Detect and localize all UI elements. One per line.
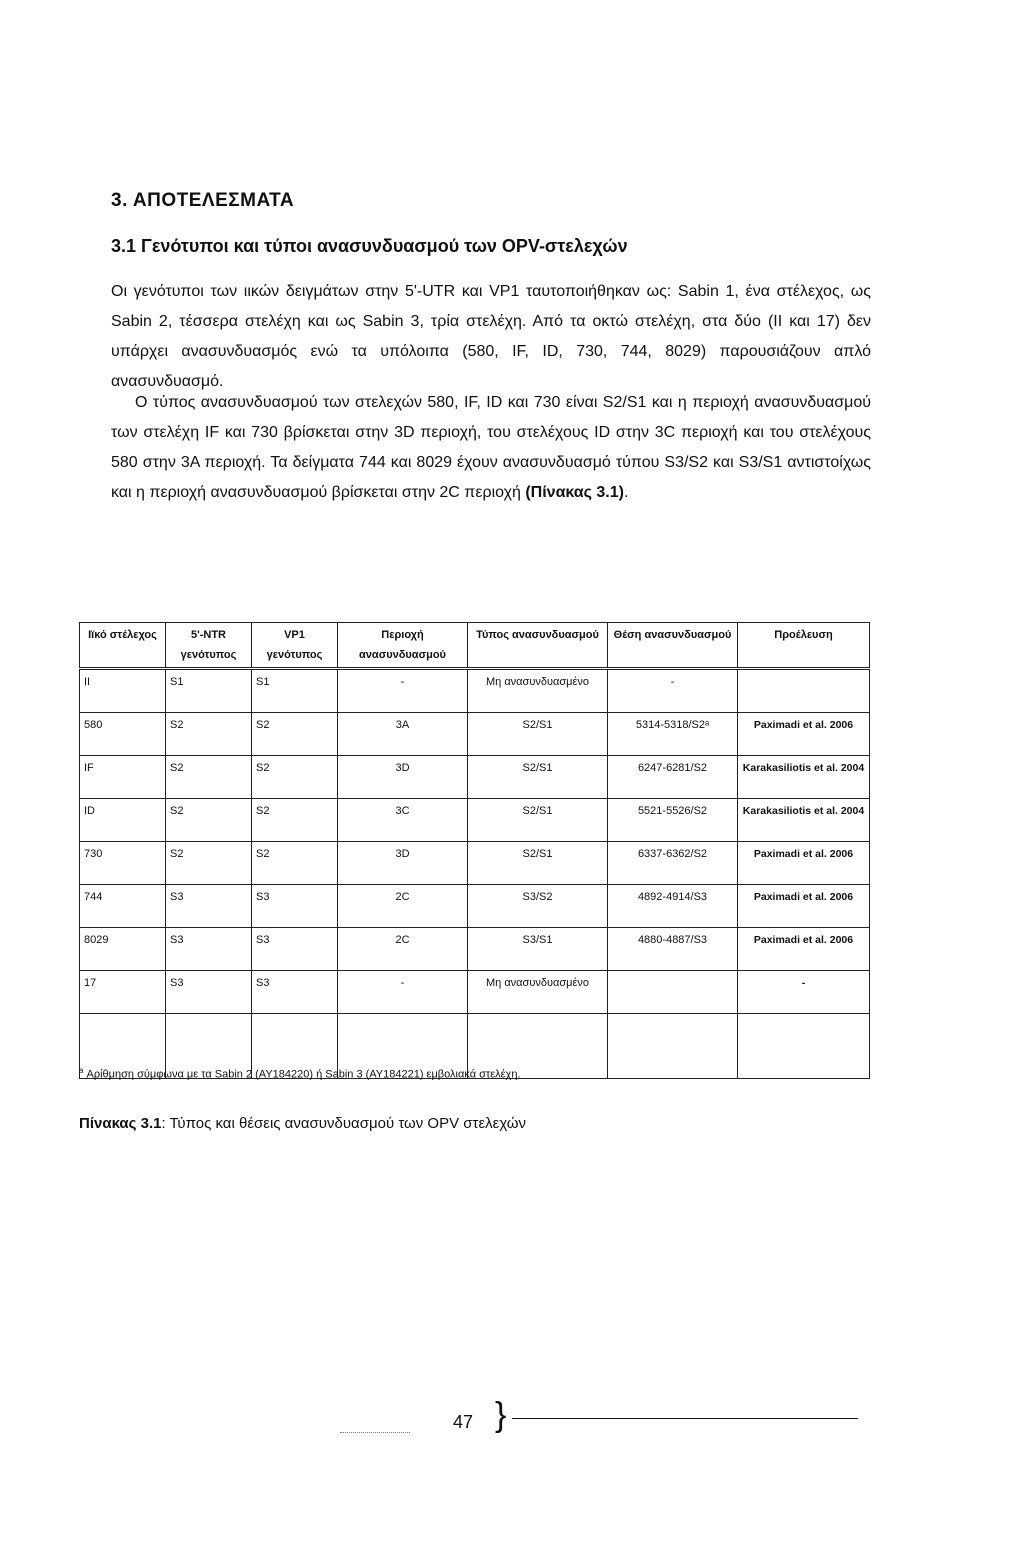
table-cell: IF — [80, 756, 166, 799]
table-cell: S2 — [252, 713, 338, 756]
table-cell: S3 — [252, 928, 338, 971]
table-cell-empty — [738, 1014, 870, 1079]
table-body — [80, 669, 870, 1079]
footnote-text: Αρίθμηση σύμφωνα με τα Sabin 2 (AY184220) ή Sabin 3 (AY184221) εμβολιακά στελέχη. — [83, 1068, 521, 1081]
header-strain: Ιϊκό στέλεχος — [80, 623, 166, 669]
table-cell: Paximadi et al. 2006 — [738, 842, 870, 885]
table-header-row — [80, 623, 870, 669]
header-recombination-region: Περιοχή ανασυνδυασμού — [338, 623, 468, 669]
header-origin: Προέλευση — [738, 623, 870, 669]
table-row — [80, 885, 870, 928]
table-cell: 8029 — [80, 928, 166, 971]
table-cell: Μη ανασυνδυασμένο — [468, 669, 608, 713]
table-cell: S2/S1 — [468, 799, 608, 842]
table-cell: Paximadi et al. 2006 — [738, 713, 870, 756]
table-cell: 3D — [338, 842, 468, 885]
table-cell: 17 — [80, 971, 166, 1014]
subsection-heading: 3.1 Γενότυποι και τύποι ανασυνδυασμού των OPV-στελεχών — [111, 236, 628, 256]
table-cell: - — [338, 669, 468, 713]
table-cell: Paximadi et al. 2006 — [738, 885, 870, 928]
table-cell: - — [338, 971, 468, 1014]
table-caption — [79, 1115, 526, 1132]
table-cell: S3/S2 — [468, 885, 608, 928]
table-cell: S2 — [166, 842, 252, 885]
header-5ntr-genotype: 5'-NTR γενότυπος — [166, 623, 252, 669]
table-row — [80, 971, 870, 1014]
caption-text: : Τύπος και θέσεις ανασυνδυασμού των OPV στελεχών — [161, 1115, 526, 1132]
table-row — [80, 928, 870, 971]
table-cell: 4892-4914/S3 — [608, 885, 738, 928]
table-cell: S2 — [252, 799, 338, 842]
footer-dotted-line — [340, 1432, 410, 1433]
table-cell — [738, 669, 870, 713]
table-cell: S3 — [166, 971, 252, 1014]
paragraph-genotypes: Οι γενότυποι των ιικών δειγμάτων στην 5'-UTR και VP1 ταυτοποιήθηκαν ως: Sabin 1, ένα στέλεχος, ως Sabin 2, τέσσερα στελέχη και ως Sabin 3, τρία στελέχη. Από τα οκτώ στελέχη, στα δύο (II και 17) δεν υπάρχει ανασυνδυασμός ενώ τα υπόλοιπα (580, IF, ID, 730, 744, 8029) παρουσιάζουν απλό ανασυνδυασμό. — [111, 283, 871, 390]
table-cell: ID — [80, 799, 166, 842]
table-cell: 3C — [338, 799, 468, 842]
table-cell: S2 — [166, 799, 252, 842]
footnote-marker: a — [79, 1066, 84, 1075]
header-recombination-type: Τύπος ανασυνδυασμού — [468, 623, 608, 669]
table-cell: S2/S1 — [468, 713, 608, 756]
table-cell: S2 — [166, 713, 252, 756]
paragraph-end: . — [623, 484, 629, 501]
table-cell: - — [608, 669, 738, 713]
table-cell: S2 — [166, 756, 252, 799]
table-row — [80, 842, 870, 885]
table-cell: II — [80, 669, 166, 713]
table-cell: S1 — [252, 669, 338, 713]
paragraph-recombination-text: Ο τύπος ανασυνδυασμού των στελεχών 580, IF, ID και 730 είναι S2/S1 και η περιοχή ανασυνδυασμού των στελέχη IF και 730 βρίσκεται στην 3D περιοχή, του στελέχους ID στην 3C περιοχή και του στελέχους 580 στην 3A περιοχή. Τα δείγματα 744 και 8029 έχουν ανασυνδυασμό τύπου S3/S2 και S3/S1 αντιστοίχως και η περιοχή ανασυνδυασμού βρίσκεται στην 2C περιοχή — [111, 394, 871, 501]
table-cell: 5521-5526/S2 — [608, 799, 738, 842]
header-recombination-site: Θέση ανασυνδυασμού — [608, 623, 738, 669]
table-row — [80, 713, 870, 756]
table-cell: 4880-4887/S3 — [608, 928, 738, 971]
table-cell: S2/S1 — [468, 756, 608, 799]
table-cell — [608, 971, 738, 1014]
table-cell: Paximadi et al. 2006 — [738, 928, 870, 971]
table-cell: Karakasiliotis et al. 2004 — [738, 799, 870, 842]
table-cell: - — [738, 971, 870, 1014]
table-cell: S3/S1 — [468, 928, 608, 971]
footer-bracket: } — [495, 1396, 507, 1434]
table-cell: 3A — [338, 713, 468, 756]
table-cell: S3 — [252, 885, 338, 928]
table-cell: 2C — [338, 928, 468, 971]
table-row — [80, 799, 870, 842]
table-cell: 580 — [80, 713, 166, 756]
table-row — [80, 669, 870, 713]
section-heading: 3. ΑΠΟΤΕΛΕΣΜΑΤΑ — [111, 190, 295, 211]
table-cell: S3 — [166, 885, 252, 928]
table-cell-empty — [608, 1014, 738, 1079]
paragraph-recombination — [111, 388, 871, 508]
table-cell: 6337-6362/S2 — [608, 842, 738, 885]
table-cell: S2/S1 — [468, 842, 608, 885]
table-cell: 730 — [80, 842, 166, 885]
table-cell: 2C — [338, 885, 468, 928]
table-reference: (Πίνακας 3.1) — [525, 484, 624, 501]
recombination-table — [79, 622, 870, 1079]
table-cell: 3D — [338, 756, 468, 799]
table-cell: Μη ανασυνδυασμένο — [468, 971, 608, 1014]
table-cell: Karakasiliotis et al. 2004 — [738, 756, 870, 799]
table-cell: S3 — [166, 928, 252, 971]
table-cell: S2 — [252, 842, 338, 885]
table-cell: 6247-6281/S2 — [608, 756, 738, 799]
caption-label: Πίνακας 3.1 — [79, 1115, 162, 1132]
table-cell: S3 — [252, 971, 338, 1014]
table-footnote — [79, 1066, 521, 1081]
table-cell: 744 — [80, 885, 166, 928]
table-header — [80, 623, 870, 669]
table-cell: S2 — [252, 756, 338, 799]
table-row — [80, 756, 870, 799]
footer-rule — [512, 1418, 858, 1419]
table-cell: 5314-5318/S2ᵃ — [608, 713, 738, 756]
page-number: 47 — [453, 1412, 474, 1432]
table-cell: S1 — [166, 669, 252, 713]
header-vp1-genotype: VP1 γενότυπος — [252, 623, 338, 669]
